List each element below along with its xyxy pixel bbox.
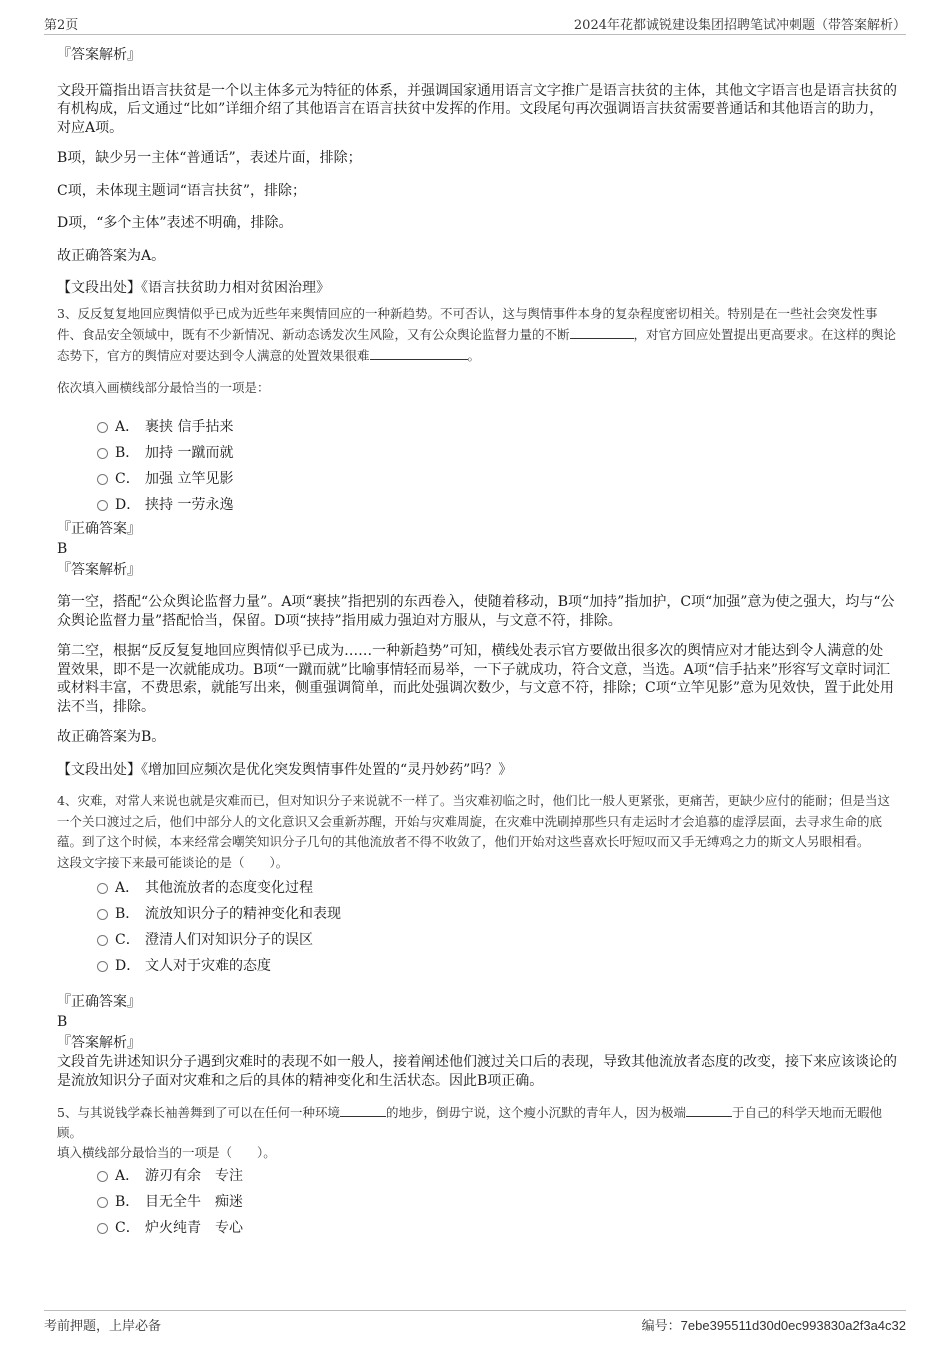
- analysis-paragraph: 文段首先讲述知识分子遇到灾难时的表现不如一般人，接着阐述他们渡过关口后的表现，导致其他流放者态度的改变，接下来应该谈论的是流放知识分子面对灾难和之后的具体的精神变化和生活状态。因此B项正确。: [57, 1054, 897, 1089]
- option-c[interactable]: C． 炉火纯青 专心: [57, 1215, 897, 1241]
- blank-2: [686, 1102, 732, 1117]
- page-header: [44, 12, 906, 35]
- question-5-options: [57, 1163, 897, 1241]
- question-5-prompt: 填入横线部分最恰当的一项是（ ）。: [57, 1145, 276, 1160]
- conclusion: 故正确答案为A。: [57, 247, 166, 264]
- analysis-paragraph-2: 第二空，根据“反反复复地回应舆情似乎已成为……一种新趋势”可知，横线处表示官方要做出很多次的舆情应对才能达到令人满意的处置效果，即不是一次就能成功。B项“一蹴而就”比喻事情轻而易举，一下子就成功，符合文意，当选。A项“信手拈来”形容写文章时词汇或材料丰富，不费思索，就能写出来，侧重强调简单，而此处强调次数少，与文意不符，排除；C项“立竿见影”意为见效快，置于此处用法不当，排除。: [57, 643, 895, 715]
- radio-icon[interactable]: [97, 448, 108, 459]
- question-3-prompt: 依次填入画横线部分最恰当的一项是：: [57, 379, 270, 395]
- question-5-stem: 5、与其说钱学森长袖善舞到了可以在任何一种环境 的地步，倒毋宁说，这个瘦小沉默的青年人，因为极端 于自己的科学天地而无暇他顾。: [57, 1102, 897, 1143]
- page-content: [57, 46, 897, 1241]
- radio-icon[interactable]: [97, 422, 108, 433]
- radio-icon[interactable]: [97, 883, 108, 894]
- question-3-stem: 3、反反复复地回应舆情似乎已成为近些年来舆情回应的一种新趋势。不可否认，这与舆情事件本身的复杂程度密切相关。特别是在一些社会突发性事件、食品安全领域中，既有不少新情况、新动态诱发次生风险，又有公众舆论监督力量的不断 ，对官方回应处置提出更高要求。在这样的舆论态势下，官方的舆情应对要达到令人满意的处置效果很难 。: [57, 305, 897, 363]
- question-4-prompt: 这段文字接下来最可能谈论的是（ ）。: [57, 854, 289, 870]
- option-d[interactable]: D． 挟持 一劳永逸: [57, 492, 897, 518]
- source-citation: 【文段出处】《增加回应频次是优化突发舆情事件处置的“灵丹妙药”吗？》: [57, 761, 513, 778]
- answer-label: 『正确答案』: [57, 993, 141, 1010]
- analysis-label: 『答案解析』: [57, 561, 141, 578]
- blank-1: [570, 324, 634, 339]
- answer-label: 『正确答案』: [57, 520, 141, 537]
- source-citation: 【文段出处】《语言扶贫助力相对贫困治理》: [57, 280, 330, 296]
- radio-icon[interactable]: [97, 1197, 108, 1208]
- question-3-options: [57, 414, 897, 518]
- analysis-option-b: B项，缺少另一主体“普通话”，表述片面，排除；: [57, 150, 362, 166]
- analysis-label: 『答案解析』: [57, 1034, 141, 1051]
- correct-answer: B: [57, 1014, 68, 1030]
- analysis-paragraph: 文段开篇指出语言扶贫是一个以主体多元为特征的体系，并强调国家通用语言文字推广是语言扶贫的主体，其他文字语言也是语言扶贫的有机构成，后文通过“比如”详细介绍了其他语言在语言扶贫中发挥的作用。文段尾句再次强调语言扶贫需要普通话和其他语言的助力，对应A项。: [57, 82, 897, 136]
- document-id: 编号：7ebe395511d30d0ec993830a2f3a4c32: [641, 1318, 906, 1333]
- correct-answer: B: [57, 541, 68, 557]
- option-c[interactable]: C． 澄清人们对知识分子的误区: [57, 927, 897, 953]
- radio-icon[interactable]: [97, 935, 108, 946]
- option-a[interactable]: A． 其他流放者的态度变化过程: [57, 875, 897, 901]
- conclusion: 故正确答案为B。: [57, 729, 166, 745]
- question-4-stem: 4、灾难，对常人来说也就是灾难而已，但对知识分子来说就不一样了。当灾难初临之时，他们比一般人更紧张，更痛苦，更缺少应付的能耐；但是当这一个关口渡过之后，他们中部分人的文化意识又会重新苏醒，开始与灾难周旋，在灾难中洗刷掉那些只有走运时才会追慕的虚浮层面，去寻求生命的底蕴。到了这个时候，本来经常会嘲笑知识分子几句的其他流放者不得不收敛了，他们开始对这些喜欢长吁短叹而又手无缚鸡之力的斯文人另眼相看。: [57, 793, 890, 849]
- question-4-options: [57, 875, 897, 979]
- radio-icon[interactable]: [97, 1171, 108, 1182]
- option-b[interactable]: B． 加持 一蹴而就: [57, 440, 897, 466]
- option-b[interactable]: B． 目无全牛 痴迷: [57, 1189, 897, 1215]
- option-a[interactable]: A． 裹挟 信手拈来: [57, 414, 897, 440]
- analysis-option-d: D项，“多个主体”表述不明确，排除。: [57, 215, 293, 231]
- radio-icon[interactable]: [97, 961, 108, 972]
- page-number: 第2页: [44, 18, 79, 33]
- document-title: 2024年花都诚锐建设集团招聘笔试冲刺题（带答案解析）: [573, 18, 906, 33]
- option-b[interactable]: B． 流放知识分子的精神变化和表现: [57, 901, 897, 927]
- radio-icon[interactable]: [97, 1223, 108, 1234]
- option-a[interactable]: A． 游刃有余 专注: [57, 1163, 897, 1189]
- analysis-paragraph-1: 第一空，搭配“公众舆论监督力量”。A项“裹挟”指把别的东西卷入，使随着移动，B项“加持”指加护，C项“加强”意为使之强大，均与“公众舆论监督力量”搭配恰当，保留。D项“挟持”指用威力强迫对方服从，与文意不符，排除。: [57, 594, 895, 629]
- option-c[interactable]: C． 加强 立竿见影: [57, 466, 897, 492]
- radio-icon[interactable]: [97, 500, 108, 511]
- footer-slogan: 考前押题，上岸必备: [44, 1319, 162, 1334]
- analysis-option-c: C项，未体现主题词“语言扶贫”，排除；: [57, 182, 307, 199]
- radio-icon[interactable]: [97, 474, 108, 485]
- analysis-label: 『答案解析』: [57, 47, 141, 63]
- blank-2: [370, 345, 468, 360]
- option-d[interactable]: D． 文人对于灾难的态度: [57, 953, 897, 979]
- blank-1: [340, 1102, 386, 1117]
- radio-icon[interactable]: [97, 909, 108, 920]
- page-footer: [44, 1310, 906, 1333]
